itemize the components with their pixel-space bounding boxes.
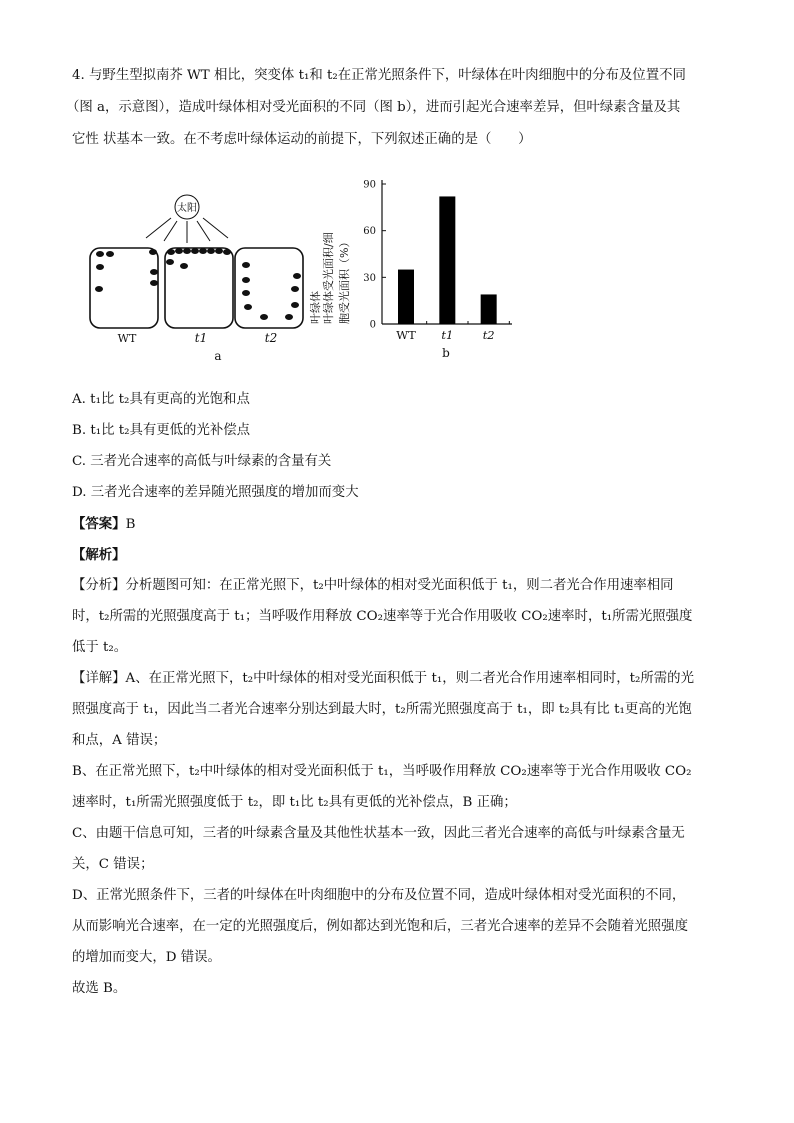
bar-t2 (481, 294, 497, 324)
x-tick-label: t2 (482, 328, 495, 342)
analysis-title: 【解析】 (72, 547, 126, 563)
option-d: D. 三者光合速率的差异随光照强度的增加而变大 (72, 485, 359, 500)
figure-b-chart (300, 172, 520, 372)
detail-line-2: 照强度高于 t₁，因此当二者光合速率分别达到最大时，t₂所需光照强度高于 t₁，即 t₂具有比 t₁更高的光饱 (72, 702, 692, 717)
analysis-line-1: 【分析】分析题图可知：在正常光照下，t₂中叶绿体的相对受光面积低于 t₁，则二者光合作用速率相同 (72, 578, 674, 593)
detail-line-1: 【详解】A、在正常光照下，t₂中叶绿体的相对受光面积低于 t₁，则二者光合作用速率相同时，t₂所需的光 (72, 671, 694, 686)
detail-line-9: 从而影响光合速率，在一定的光照强度后，例如都达到光饱和后，三者光合速率的差异不会随着光照强度 (72, 919, 688, 934)
conclusion: 故选 B。 (72, 981, 127, 996)
detail-line-4: B、在正常光照下，t₂中叶绿体的相对受光面积低于 t₁，当呼吸作用释放 CO₂速率等于光合作用吸收 CO₂ (72, 764, 692, 779)
analysis-line-2: 时，t₂所需的光照强度高于 t₁；当呼吸作用释放 CO₂速率等于光合作用吸收 CO₂速率时，t₁所需光照强度 (72, 609, 693, 624)
option-a: A. t₁比 t₂具有更高的光饱和点 (72, 392, 250, 407)
bar-wt (398, 270, 414, 324)
option-c: C. 三者光合速率的高低与叶绿素的含量有关 (72, 454, 332, 469)
question-line-2: （图 a，示意图），造成叶绿体相对受光面积的不同（图 b），进而引起光合速率差异，但叶绿素含量及其 (66, 100, 681, 115)
cell-label-t2: t2 (264, 331, 278, 345)
cell-t1 (165, 248, 233, 328)
detail-line-6: C、由题干信息可知，三者的叶绿素含量及其他性状基本一致，因此三者光合速率的高低与叶绿素含量无 (72, 826, 685, 841)
answer-label: 【答案】 (72, 516, 126, 532)
detail-line-7: 关，C 错误； (72, 857, 154, 872)
x-tick-label: t1 (441, 328, 454, 342)
option-b: B. t₁比 t₂具有更低的光补偿点 (72, 423, 251, 438)
analysis-line-3: 低于 t₂。 (72, 640, 128, 655)
y-axis-label-left: 叶绿体 (309, 291, 322, 324)
bar-t1 (439, 196, 455, 324)
y-tick-label: 0 (369, 319, 376, 331)
answer-value: B (125, 517, 136, 532)
y-axis-label-line-1: 叶绿体受光面积/细 (322, 232, 335, 324)
sun-label: 太阳 (177, 203, 197, 214)
detail-line-3: 和点，A 错误； (72, 733, 167, 748)
y-tick-label: 90 (363, 179, 376, 191)
y-axis-label (308, 232, 351, 324)
figure-a-caption: a (214, 349, 222, 363)
detail-line-10: 的增加而变大，D 错误。 (72, 950, 221, 965)
question-line-3: 它性 状基本一致。在不考虑叶绿体运动的前提下，下列叙述正确的是（ ） (72, 132, 532, 147)
cell-label-t1: t1 (194, 331, 208, 345)
y-axis-label-line-2: 胞受光面积（%） (338, 236, 351, 324)
y-tick-label: 30 (363, 272, 376, 284)
question-line-1: 4. 与野生型拟南芥 WT 相比，突变体 t₁和 t₂在正常光照条件下，叶绿体在叶肉细胞中的分布及位置不同 (72, 68, 686, 83)
detail-line-5: 速率时，t₁所需光照强度低于 t₂，即 t₁比 t₂具有更低的光补偿点，B 正确； (72, 795, 517, 810)
figure-b-caption: b (442, 346, 450, 360)
y-tick-label: 60 (363, 226, 376, 238)
detail-line-8: D、正常光照条件下，三者的叶绿体在叶肉细胞中的分布及位置不同，造成叶绿体相对受光面积的不同， (72, 888, 686, 903)
figure-a-cells (88, 188, 318, 378)
x-tick-label: WT (396, 328, 416, 342)
cell-label-wt: WT (117, 332, 137, 345)
answer-line (72, 514, 135, 535)
